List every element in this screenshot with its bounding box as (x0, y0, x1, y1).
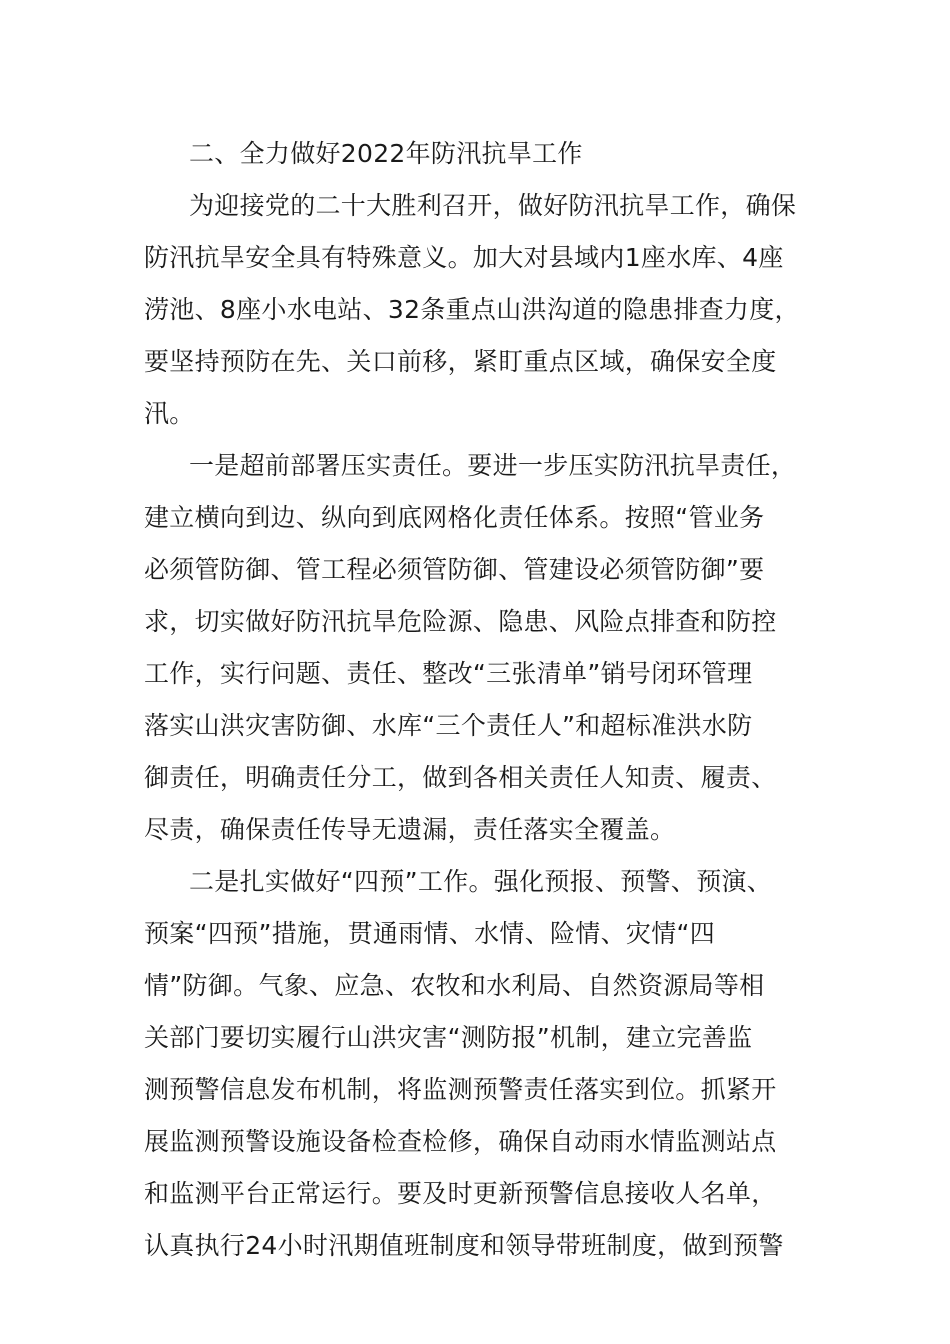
paragraph-line: 汛。 (144, 399, 195, 428)
paragraph-line: 要坚持预防在先、关口前移，紧盯重点区域，确保安全度 (144, 347, 777, 376)
paragraph-line: 落实山洪灾害防御、水库“三个责任人”和超标准洪水防 (144, 711, 753, 740)
document-body (144, 128, 834, 1272)
paragraph-line: 防汛抗旱安全具有特殊意义。加大对县域内1座水库、4座 (144, 243, 784, 272)
paragraph-line: 为迎接党的二十大胜利召开，做好防汛抗旱工作，确保 (189, 191, 797, 220)
paragraph-line: 二是扎实做好“四预”工作。强化预报、预警、预演、 (189, 867, 773, 896)
paragraph-line: 建立横向到边、纵向到底网格化责任体系。按照“管业务 (144, 503, 765, 532)
paragraph-line: 求，切实做好防汛抗旱危险源、隐患、风险点排查和防控 (144, 607, 777, 636)
paragraph-line: 预案“四预”措施，贯通雨情、水情、险情、灾情“四 (144, 919, 716, 948)
paragraph-line: 和监测平台正常运行。要及时更新预警信息接收人名单， (144, 1179, 777, 1208)
paragraph-line: 尽责，确保责任传导无遗漏，责任落实全覆盖。 (144, 815, 676, 844)
paragraph-line: 测预警信息发布机制，将监测预警责任落实到位。抓紧开 (144, 1075, 777, 1104)
paragraph-line: 展监测预警设施设备检查检修，确保自动雨水情监测站点 (144, 1127, 777, 1156)
paragraph-line: 必须管防御、管工程必须管防御、管建设必须管防御”要 (144, 555, 765, 584)
paragraph-line: 涝池、8座小水电站、32条重点山洪沟道的隐患排查力度， (144, 295, 800, 324)
section-heading: 二、全力做好2022年防汛抗旱工作 (189, 139, 583, 168)
paragraph-line: 御责任，明确责任分工，做到各相关责任人知责、履责、 (144, 763, 777, 792)
paragraph-line: 关部门要切实履行山洪灾害“测防报”机制，建立完善监 (144, 1023, 753, 1052)
paragraph-line: 工作，实行问题、责任、整改“三张清单”销号闭环管理 (144, 659, 753, 688)
paragraph-line: 认真执行24小时汛期值班制度和领导带班制度，做到预警 (144, 1231, 784, 1260)
paragraph-line: 一是超前部署压实责任。要进一步压实防汛抗旱责任， (189, 451, 797, 480)
paragraph-line: 情”防御。气象、应急、农牧和水利局、自然资源局等相 (144, 971, 765, 1000)
